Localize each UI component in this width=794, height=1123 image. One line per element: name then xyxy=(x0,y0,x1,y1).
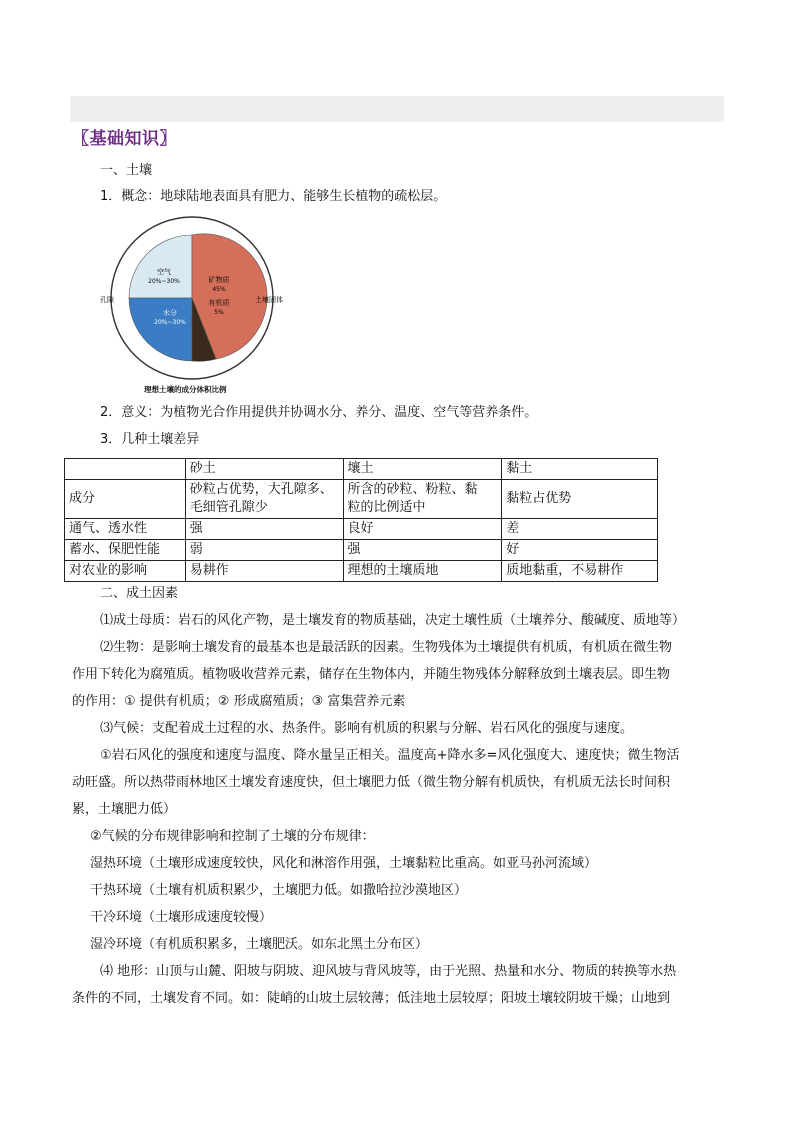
table-cell: 强 xyxy=(185,519,343,540)
organic-label: 有机质 xyxy=(208,299,230,307)
text-line: ①岩石风化的强度和速度与温度、降水量呈正相关。温度高+降水多=风化强度大、速度快；微生物活 xyxy=(100,748,680,763)
row-label: 成分 xyxy=(65,480,186,519)
pore-label: 孔隙 xyxy=(100,296,114,304)
text-line: ⑶气候：支配着成土过程的水、热条件。影响有机质的积累与分解、岩石风化的强度与速度。 xyxy=(100,721,634,736)
air-value: 20%~30% xyxy=(148,278,180,285)
cell-line: 所含的砂粒、粉粒、黏 xyxy=(347,482,478,497)
mineral-label: 矿物质 xyxy=(208,276,230,284)
soil-heading: 一、土壤 xyxy=(100,163,153,178)
factors-heading: 二、成土因素 xyxy=(100,586,179,601)
cell-line: 毛细管孔隙少 xyxy=(189,500,268,515)
table-row xyxy=(65,540,658,561)
text-line: ⑷ 地形：山顶与山麓、阳坡与阴坡、迎风坡与背风坡等，由于光照、热量和水分、物质的转换等水热 xyxy=(100,964,677,979)
table-cell xyxy=(502,480,658,519)
text-line: 湿冷环境（有机质积累多，土壤肥沃。如东北黑土分布区） xyxy=(90,937,429,952)
table-header-cell: 砂土 xyxy=(185,459,343,480)
text-line: ②气候的分布规律影响和控制了土壤的分布规律： xyxy=(90,829,375,844)
table-cell xyxy=(343,480,502,519)
table-cell: 强 xyxy=(343,540,502,561)
soil-significance: 2．意义：为植物光合作用提供并协调水分、养分、温度、空气等营养条件。 xyxy=(100,405,538,420)
table-cell: 质地黏重，不易耕作 xyxy=(502,561,658,582)
row-label: 蓄水、保肥性能 xyxy=(65,540,186,561)
organic-value: 5% xyxy=(214,309,224,316)
soil-comparison-table xyxy=(64,458,658,582)
cell-line: 黏粒占优势 xyxy=(506,491,572,506)
table-header-row xyxy=(65,459,658,480)
table-cell: 差 xyxy=(502,519,658,540)
mineral-value: 45% xyxy=(212,286,226,293)
table-cell: 理想的土壤质地 xyxy=(343,561,502,582)
table-header-cell xyxy=(65,459,186,480)
table-row xyxy=(65,561,658,582)
diagram-caption: 理想土壤的成分体积比例 xyxy=(144,385,227,394)
table-row xyxy=(65,480,658,519)
cell-line: 粒的比例适中 xyxy=(347,500,426,515)
table-cell xyxy=(185,480,343,519)
table-cell: 良好 xyxy=(343,519,502,540)
soil-composition-diagram xyxy=(100,214,300,384)
text-line: 干冷环境（土壤形成速度较慢） xyxy=(90,910,273,925)
differences-heading: 3．几种土壤差异 xyxy=(100,432,200,447)
air-label: 空气 xyxy=(157,268,171,276)
table-row xyxy=(65,519,658,540)
text-line: 动旺盛。所以热带雨林地区土壤发育速度快，但土壤肥力低（微生物分解有机质快，有机质无法长时间积 xyxy=(72,775,671,790)
table-cell: 好 xyxy=(502,540,658,561)
text-line: 的作用：① 提供有机质；② 形成腐殖质；③ 富集营养元素 xyxy=(72,694,406,709)
text-line: ⑴成土母质：岩石的风化产物，是土壤发育的物质基础，决定土壤性质（土壤养分、酸碱度、质地等） xyxy=(100,613,686,628)
section-title: 〖基础知识〗 xyxy=(72,129,177,149)
text-line: ⑵生物：是影响土壤发育的最基本也是最活跃的因素。生物残体为土壤提供有机质，有机质在微生物 xyxy=(100,640,673,655)
cell-line: 砂粒占优势，大孔隙多、 xyxy=(189,482,333,497)
text-line: 作用下转化为腐殖质。植物吸收营养元素，储存在生物体内，并随生物残体分解释放到土壤表层。即生物 xyxy=(72,667,671,682)
text-line: 干热环境（土壤有机质积累少，土壤肥力低。如撒哈拉沙漠地区） xyxy=(90,883,468,898)
text-line: 累，土壤肥力低） xyxy=(72,802,177,817)
pie-slice-water xyxy=(129,298,192,361)
text-line: 条件的不同，土壤发育不同。如：陡峭的山坡土层较薄；低洼地土层较厚；阳坡土壤较阴坡干燥；山地到 xyxy=(72,991,671,1006)
soil-concept: 1．概念：地球陆地表面具有肥力、能够生长植物的疏松层。 xyxy=(100,189,447,204)
text-line: 湿热环境（土壤形成速度较快，风化和淋溶作用强，土壤黏粒比重高。如亚马孙河流域） xyxy=(90,856,598,871)
table-cell: 易耕作 xyxy=(185,561,343,582)
water-value: 20%~30% xyxy=(154,319,186,326)
row-label: 对农业的影响 xyxy=(65,561,186,582)
header-band xyxy=(70,96,724,122)
table-header-cell: 黏土 xyxy=(502,459,658,480)
pie-slice-air xyxy=(129,235,192,298)
table-cell: 弱 xyxy=(185,540,343,561)
table-header-cell: 壤土 xyxy=(343,459,502,480)
row-label: 通气、透水性 xyxy=(65,519,186,540)
water-label: 水分 xyxy=(163,309,177,317)
solid-label: 土壤固体 xyxy=(255,296,283,304)
factors-body xyxy=(72,607,726,1012)
